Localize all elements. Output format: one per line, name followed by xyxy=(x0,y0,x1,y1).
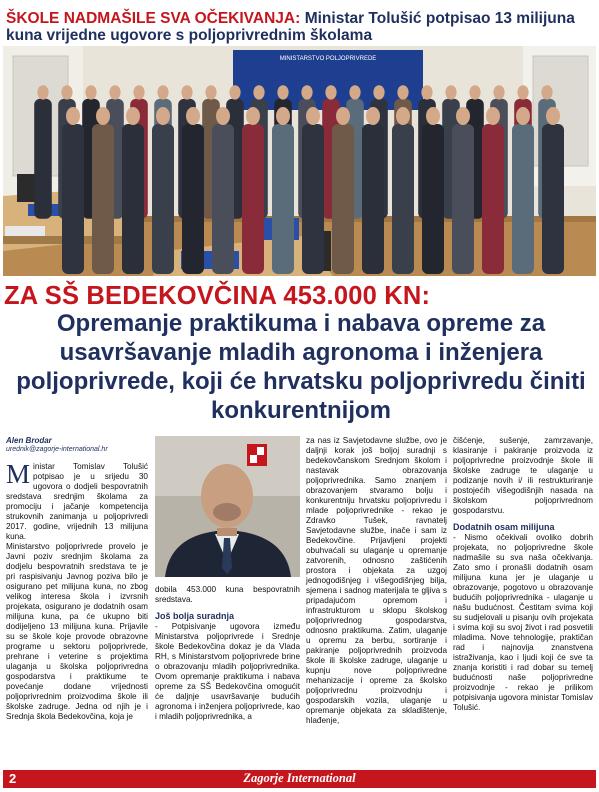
person-head xyxy=(301,85,312,99)
article-paragraph: čišćenje, sušenje, zamrzavanje, klasiranje i pakiranje proizvoda iz poljoprivredne proizvodnje škole ili školske zadruge te ulaganje u podizanje novih i/ ili restrukturiranje postojećih višegodišnjih nasada na školskom poljoprivrednom gospodarstvu. xyxy=(453,436,593,515)
person-head xyxy=(456,107,470,125)
person-silhouette xyxy=(302,124,324,274)
person-silhouette xyxy=(62,124,84,274)
person-head xyxy=(421,85,432,99)
page-footer xyxy=(3,770,596,788)
headline-red: ZA SŠ BEDEKOVČINA 453.000 KN: xyxy=(4,282,431,310)
person-head xyxy=(37,85,48,99)
person-head xyxy=(486,107,500,125)
subheading-milijuna: Dodatnih osam milijuna xyxy=(453,522,555,532)
page-number: 2 xyxy=(9,771,17,786)
person-head xyxy=(186,107,200,125)
person-silhouette xyxy=(362,124,384,274)
person-head xyxy=(336,107,350,125)
page-header xyxy=(6,10,594,44)
person-silhouette xyxy=(452,124,474,274)
person-silhouette xyxy=(422,124,444,274)
article-paragraph: - Potpisivanje ugovora između Ministarstva poljoprivrede i Srednje škole Bedekovčina dokaz je da Vlada RH, s Ministarstvom poljoprivrede brine o obrazovanju mladih poljoprivrednika. Ovom opremanje praktikuma i nabava opreme za SŠ Bedekovčina omogućit će daljnje usavršavanje budućih agronoma i inženjera poljoprivrede, kao i mladih poljoprivrednika, a xyxy=(155,622,300,721)
person-head xyxy=(493,85,504,99)
article-paragraph: inistar Tomislav Tolušić potpisao je u srijedu 30 ugovora o dodjeli bespovratnih sredstava srednjim školama za promociju i jačanje kompetencija strukovnih zanimanja u poljoprivredi 2017. godine, vrijednih 13 milijuna kuna. xyxy=(6,462,148,541)
article-paragraph: dobila 453.000 kuna bespovratnih sredstava. xyxy=(155,585,300,604)
article-paragraph: Ministarstvo poljoprivrede provelo je Javni poziv srednjim školama za dodjelu bespovratnih sredstava te je pri raspisivanju Javnog poziva bilo je osigurano pet milijuna kuna, no zbog velikog interesa škola i izvrsnih projekata, osigurano je dodatnih osam milijuna kuna, pa će ukupno biti dodijeljeno 13 milijuna kuna. Prijavile su se škole koje provode obrazovne programe u sektoru poljoprivrede, prehrane i veterine s projektima ulaganja u školska poljoprivredna gospodarstva i praktikume te povećanje dodane vrijednosti poljoprivrednim proizvodima škole ili školske zadruge. Jedna od njih je i Srednja škola Bedekovčina, koja je xyxy=(6,542,148,721)
person-head xyxy=(349,85,360,99)
headline-blue: Opremanje praktikuma i nabava opreme za usavršavanje mladih agronoma i inženjera poljoprivrede, koji će hrvatsku poljoprivredu činiti konkurentnijom xyxy=(16,310,586,424)
header-kicker: ŠKOLE NADMAŠILE SVA OČEKIVANJA: xyxy=(6,10,301,27)
person-silhouette xyxy=(542,124,564,274)
author-email[interactable]: urednik@zagorje-international.hr xyxy=(6,446,108,453)
person-silhouette xyxy=(122,124,144,274)
article-paragraph: - Nismo očekivali ovoliko dobrih projekata, no poljoprivredne škole nadmašile su sva naša očekivanja. Zato smo i pronašli dodatnih osam milijuna kuna jer je ulaganje u obrazovanje, pogotovo u obrazovanje budućih poljoprivrednika - ulaganje u našu budućnost. Čestitam svima koji su sudjelovali u pisanju ovih projekata i svima koji su svoj život i rad posvetili mladima. Nove tehnologije, praktičan rad i najnovija znanstvena istraživanja, kao i ljudi koji će sve ta znanja koristiti i rad dobar su temelj budućnosti naše poljoprivredne proizvodnje - rekao je prilikom potpisivanja ugovora ministar Tomislav Tolušić. xyxy=(453,533,594,712)
person-silhouette xyxy=(242,124,264,274)
person-head xyxy=(426,107,440,125)
subheading-suradnja: Još bolja suradnja xyxy=(155,611,235,621)
person-head xyxy=(397,85,408,99)
person-head xyxy=(276,107,290,125)
person-head xyxy=(277,85,288,99)
person-head xyxy=(216,107,230,125)
person-head xyxy=(373,85,384,99)
person-head xyxy=(109,85,120,99)
person-head xyxy=(445,85,456,99)
person-silhouette xyxy=(272,124,294,274)
drop-cap: M xyxy=(6,459,31,489)
person-silhouette xyxy=(392,124,414,274)
person-silhouette xyxy=(482,124,504,274)
person-silhouette xyxy=(332,124,354,274)
article-column-4 xyxy=(453,436,593,713)
author-name: Alen Brodar xyxy=(6,436,52,445)
article-column-3 xyxy=(306,436,447,726)
person-head xyxy=(246,107,260,125)
minister-portrait xyxy=(155,436,300,577)
person-silhouette xyxy=(152,124,174,274)
person-head xyxy=(517,85,528,99)
person-silhouette xyxy=(92,124,114,274)
person-head xyxy=(85,85,96,99)
person-head xyxy=(156,107,170,125)
person-head xyxy=(325,85,336,99)
person-head xyxy=(133,85,144,99)
person-head xyxy=(546,107,560,125)
person-head xyxy=(229,85,240,99)
person-head xyxy=(66,107,80,125)
banner-text: MINISTARSTVO POLJOPRIVREDE xyxy=(279,56,377,62)
header-title: Ministar Tolušić potpisao 13 milijuna kuna vrijedne ugovore s poljoprivrednim školama xyxy=(6,10,575,44)
person-head xyxy=(96,107,110,125)
person-silhouette xyxy=(512,124,534,274)
person-head xyxy=(306,107,320,125)
person-silhouette xyxy=(34,99,52,219)
person-head xyxy=(181,85,192,99)
person-head xyxy=(469,85,480,99)
person-head xyxy=(205,85,216,99)
person-head xyxy=(157,85,168,99)
person-silhouette xyxy=(182,124,204,274)
publication-name: Zagorje International xyxy=(243,771,356,785)
person-head xyxy=(126,107,140,125)
person-head xyxy=(366,107,380,125)
article-paragraph: za nas iz Savjetodavne službe, ovo je daljnji korak još boljoj suradnji s bedekovčanskom Srednjom školom i nastavak obrazovanja poljoprivrednika. Samo znanjem i obrazovanjem stvaramo bolju i konkurentniju hrvatsku poljoprivredu i mlade poljoprivrednike - rekao je Zdravko Tušek, ravnatelj Savjetodavne službe, inače i sam iz Bedekovčine. Prijavljeni projekti obuhvaćali su ulaganje u opremanje zatvorenih, odnosno zaštićenih prostora i objekata za uzgoj jednogodišnjeg i višegodišnjeg bilja, sjemena i sadnog materijala te gljiva s pripadajućom opremom i infrastrukturom u sklopu školskog poljoprivrednog gospodarstva, odnosno praktikuma. Zatim, ulaganje u opremu za berbu, sortiranje i pakiranje poljoprivrednih proizvoda škole ili školske zadruge, ulaganje u kupnju nove poljoprivredne mehanizacije i opreme za školsko poljoprivrednu proizvodnju i gospodarskih vozila, ulaganje u opremanje objekata za skladištenje, hlađenje, xyxy=(306,436,447,725)
person-head xyxy=(516,107,530,125)
article-column-2 xyxy=(155,585,300,722)
group-photo xyxy=(3,46,596,276)
person-head xyxy=(396,107,410,125)
person-head xyxy=(61,85,72,99)
person-head xyxy=(253,85,264,99)
person-head xyxy=(541,85,552,99)
article-column-1 xyxy=(6,459,148,722)
person-silhouette xyxy=(212,124,234,274)
